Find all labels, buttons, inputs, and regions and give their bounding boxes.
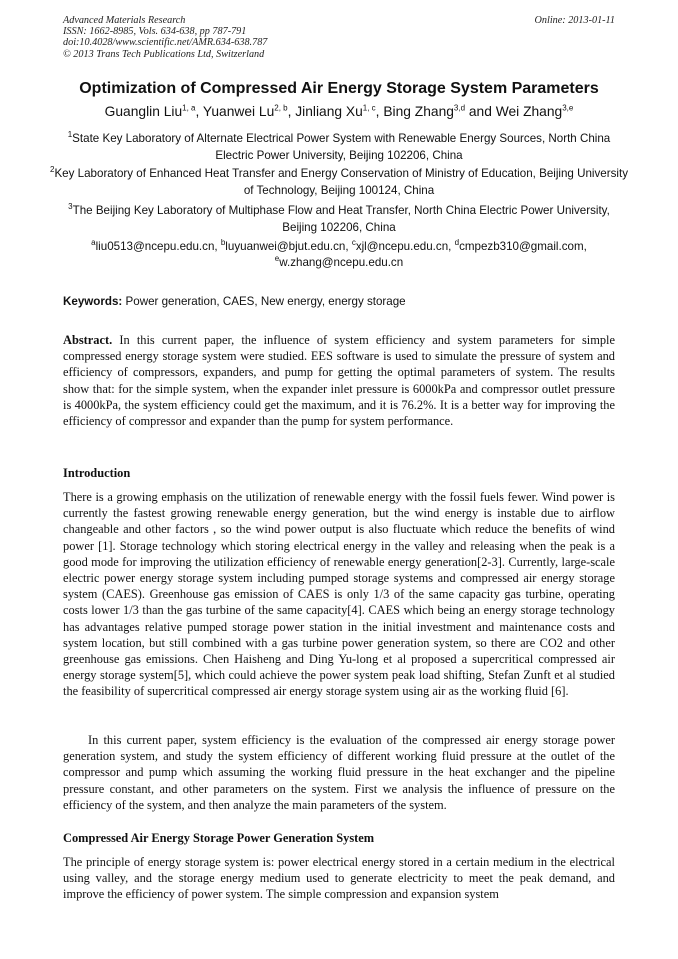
email-address: liu0513@ncepu.edu.cn — [95, 240, 215, 253]
section-heading-caes-system: Compressed Air Energy Storage Power Generation System — [63, 831, 375, 845]
keywords — [63, 294, 623, 310]
affiliation-marker: 2 — [50, 165, 55, 175]
affiliation — [50, 131, 628, 164]
affiliation-text: State Key Laboratory of Alternate Electrical Power System with Renewable Energy Sources, North China Electric Power University, Beijing 102206, China — [72, 132, 611, 162]
author-name: Bing Zhang — [383, 104, 454, 119]
copyright-line: © 2013 Trans Tech Publications Ltd, Switzerland — [63, 48, 265, 60]
author-name: Jinliang Xu — [295, 104, 363, 119]
affiliation-marker: 1 — [67, 130, 73, 140]
paper-title: Optimization of Compressed Air Energy Storage System Parameters — [79, 80, 599, 97]
email-address: xjl@ncepu.edu.cn — [355, 240, 449, 253]
author-affil-marker: 3,d — [453, 103, 466, 113]
online-date: Online: 2013-01-11 — [534, 15, 615, 26]
issn-line: ISSN: 1662-8985, Vols. 634-638, pp 787-791 — [63, 26, 247, 38]
doi-line: doi:10.4028/www.scientific.net/AMR.634-638.787 — [63, 37, 268, 49]
author-affil-marker: 1, a — [182, 103, 196, 113]
email-marker: a — [91, 238, 96, 248]
section-heading-introduction: Introduction — [63, 466, 131, 480]
keywords-label: Keywords: — [63, 295, 123, 308]
keywords-text: Power generation, CAES, New energy, energy storage — [125, 295, 406, 308]
journal-header — [63, 15, 267, 60]
email-marker: e — [274, 254, 280, 264]
affiliation — [50, 166, 628, 199]
email-address: w.zhang@ncepu.edu.cn — [279, 256, 404, 269]
author-emails: $^a$liu0513@ncepu.edu.cn, $^b$luyuanwei@bjut.edu.cn, $^c$xjl@ncepu.edu.cn, $^d$cmpezb310@gmail.com, $^e$w.zhang@ncepu.edu.cn — [91, 238, 587, 269]
email-marker: b — [220, 238, 226, 248]
affiliation-text: Key Laboratory of Enhanced Heat Transfer and Energy Conservation of Ministry of Education, Beijing University of Technology, Beijing 100124, China — [54, 167, 628, 197]
author-affil-marker: 2, b — [274, 103, 288, 113]
author-list: Guanglin Liu$^{1, a}$, Yuanwei Lu$^{2, b}$, Jinliang Xu$^{1, c}$, Bing Zhang$^{3,d}$ and Wei Zhang$^{3,e}$ — [104, 103, 574, 119]
abstract-label: Abstract. — [63, 333, 113, 347]
journal-name: Advanced Materials Research — [63, 15, 186, 26]
author-name: Yuanwei Lu — [202, 104, 275, 119]
author-affil-marker: 3,e — [562, 103, 574, 113]
affiliation — [50, 203, 628, 236]
affiliation-marker: 3 — [68, 202, 73, 212]
email-address: cmpezb310@gmail.com — [459, 240, 584, 253]
email-marker: c — [351, 238, 356, 248]
introduction-paragraph-1: There is a growing emphasis on the utilization of renewable energy with the fossil fuels fewer. Wind power is currently the fastest growing renewable energy generation, but the wind energy is instable due to airflow changeable and other factors , so the wind power output is also fluctuate which reduce the benefits of wind power [1]. Storage technology which storing electrical energy in the valley and releasing when the peak is a good mode for improving the utilization efficiency of renewable energy generation[2-3]. Currently, large-scale electric power energy storage system including pumped storage systems and compressed air energy storage system (CAES). Greenhouse gas emission of CAES is only 1/3 of the same capacity gas turbine, operating costs lower 1/3 than the gas turbine of the same capacity[4]. CAES which being an energy storage technology has advantages relative pumped storage power station in the initial investment and maintenance costs and system location, but still combined with a gas turbine power generation system, so there are CO2 and other greenhouse gas emissions. Chen Haisheng and Ding Yu-long et al proposed a supercritical compressed air energy storage system[5], which could achieve the power system peak load shifting, Stefan Zunft et al studied the feasibility of supercritical compressed air energy storage system using air as the working fluid [6]. — [63, 490, 615, 699]
abstract-text: In this current paper, the influence of system efficiency and system parameters for simple compressed energy storage system were studied. EES software is used to simulate the pressure of system and efficiency of compressors, expanders, and pump for getting the optimal parameters of system. The results show that: for the simple system, when the expander inlet pressure is 6000kPa and compressor outlet pressure is 4000kPa, the system efficiency could get the maximum, and it is 76.2%. It is a better way for improving the efficiency of compressor and expander than the pump for system performance. — [63, 333, 615, 429]
introduction-paragraph-2: In this current paper, system efficiency is the evaluation of the compressed air energy storage power generation system, and study the system efficiency of different working fluid pressure at the outlet of the compressor and pump which assuming the working fluid pressure in the heat exchanger and the pipeline pressure constant, and other parameters on the system. First we analysis the influence of pressure on the efficiency of the system, and then analyze the main parameters of the system. — [63, 733, 615, 812]
affiliation-text: The Beijing Key Laboratory of Multiphase Flow and Heat Transfer, North China Electric Power University, Beijing 102206, China — [72, 204, 610, 234]
caes-system-paragraph-1: The principle of energy storage system is: power electrical energy stored in a certain medium in the electrical using valley, and the storage energy medium used to generate electricity to meet the peak demand, and improve the efficiency of power system. The simple compression and expansion system — [63, 855, 615, 902]
author-name: Wei Zhang — [495, 104, 563, 119]
email-address: luyuanwei@bjut.edu.cn — [225, 240, 346, 253]
email-marker: d — [454, 238, 460, 248]
author-name: Guanglin Liu — [104, 104, 183, 119]
abstract — [63, 332, 615, 429]
author-affil-marker: 1, c — [362, 103, 376, 113]
